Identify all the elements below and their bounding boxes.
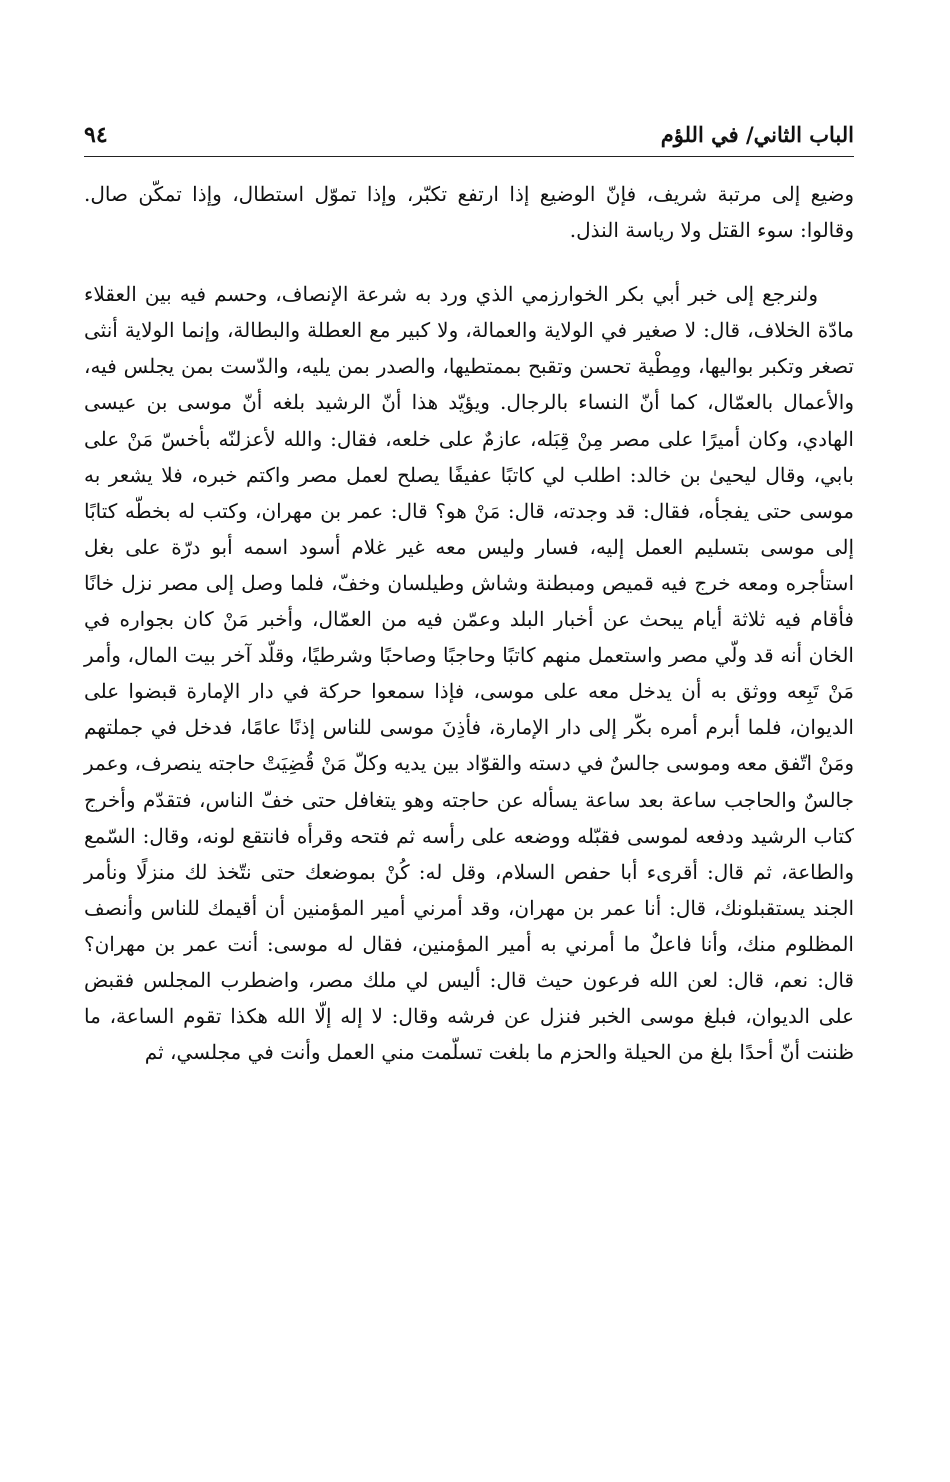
- paragraph-continuation: وضيع إلى مرتبة شريف، فإنّ الوضيع إذا ارتفع تكبّر، وإذا تموّل استطال، وإذا تمكّن صال. وقالوا: سوء القتل ولا رياسة النذل.: [84, 182, 854, 243]
- paragraph-khwarizmi-story: ولنرجع إلى خبر أبي بكر الخوارزمي الذي ورد به شرعة الإنصاف، وحسم فيه بين العقلاء مادّة الخلاف، قال: لا صغير في الولاية والعمالة، ولا كبير مع العطلة والبطالة، وإنما الولاية أنثى تصغر وتكبر بواليها، ومِطْية تحسن وتقبح بممتطيها، والصدر بمن يليه، والدّست بمن يجلس فيه، والأعمال بالعمّال، كما أنّ النساء بالرجال. ويؤيّد هذا أنّ الرشيد بلغه أنّ موسى بن عيسى الهادي، وكان أميرًا على مصر مِنْ قِبَله، عازمٌ على خلعه، فقال: والله لأعزلنّه بأخسّ مَنْ على بابي، وقال ليحيىٰ بن خالد: اطلب لي كاتبًا عفيفًا يصلح لعمل مصر واكتم خبره، فلا يشعر به موسى حتى يفجأه، فقال: قد وجدته، قال: مَنْ هو؟ قال: عمر بن مهران، وكتب له بخطّه كتابًا إلى موسى بتسليم العمل إليه، فسار وليس معه غير غلام أسود اسمه أبو درّة على بغل استأجره ومعه خرج فيه قميص ومبطنة وشاش وطيلسان وخفّ، فلما وصل إلى مصر نزل خانًا فأقام فيه ثلاثة أيام يبحث عن أخبار البلد وعمّن فيه من العمّال، وأخبر مَنْ كان بجواره في الخان أنه قد ولّي مصر واستعمل منهم كاتبًا وحاجبًا وصاحبًا وشرطيًا، وقلّد آخر بيت المال، وأمر مَنْ تَبِعه ووثق به أن يدخل معه على موسى، فإذا سمعوا حركة في دار الإمارة قبضوا على الديوان، فلما أبرم أمره بكّر إلى دار الإمارة، فأذِنَ موسى للناس إذنًا عامًا، فدخل في جملتهم ومَنْ اتّفق معه وموسى جالسٌ في دسته والقوّاد بين يديه وكلّ مَنْ قُضِيَتْ حاجته ينصرف، وعمر جالسٌ والحاجب ساعة بعد ساعة يسأله عن حاجته وهو يتغافل حتى خفّ الناس، فتقدّم وأخرج كتاب الرشيد ودفعه لموسى فقبّله ووضعه على رأسه ثم فتحه وقرأه فانتقع لونه، وقال: السّمع والطاعة، ثم قال: أقرىء أبا حفص السلام، وقل له: كُنْ بموضعك حتى نتّخذ لك منزلًا ونأمر الجند يستقبلونك، قال: أنا عمر بن مهران، وقد أمرني أمير المؤمنين أن أقيمك للناس وأنصف المظلوم منك، وأنا فاعلٌ ما أمرني به أمير المؤمنين، فقال له موسى: أنت عمر بن مهران؟ قال: نعم، قال: لعن الله فرعون حيث قال: أليس لي ملك مصر، واضطرب المجلس فقبض على الديوان، فبلغ موسى الخبر فنزل عن فرشه وقال: لا إله إلّا الله هكذا تقوم الساعة، ما ظننت أنّ أحدًا بلغ من الحيلة والحزم ما بلغت تسلّمت مني العمل وأنت في مجلسي، ثم: [84, 282, 855, 1065]
- header-divider: [84, 156, 854, 157]
- page-number: ٩٤: [84, 122, 108, 148]
- chapter-title: الباب الثاني/ في اللؤم: [660, 122, 854, 147]
- paragraph-spacer: [84, 248, 854, 276]
- body-text: [84, 176, 854, 1070]
- running-header: [84, 118, 854, 158]
